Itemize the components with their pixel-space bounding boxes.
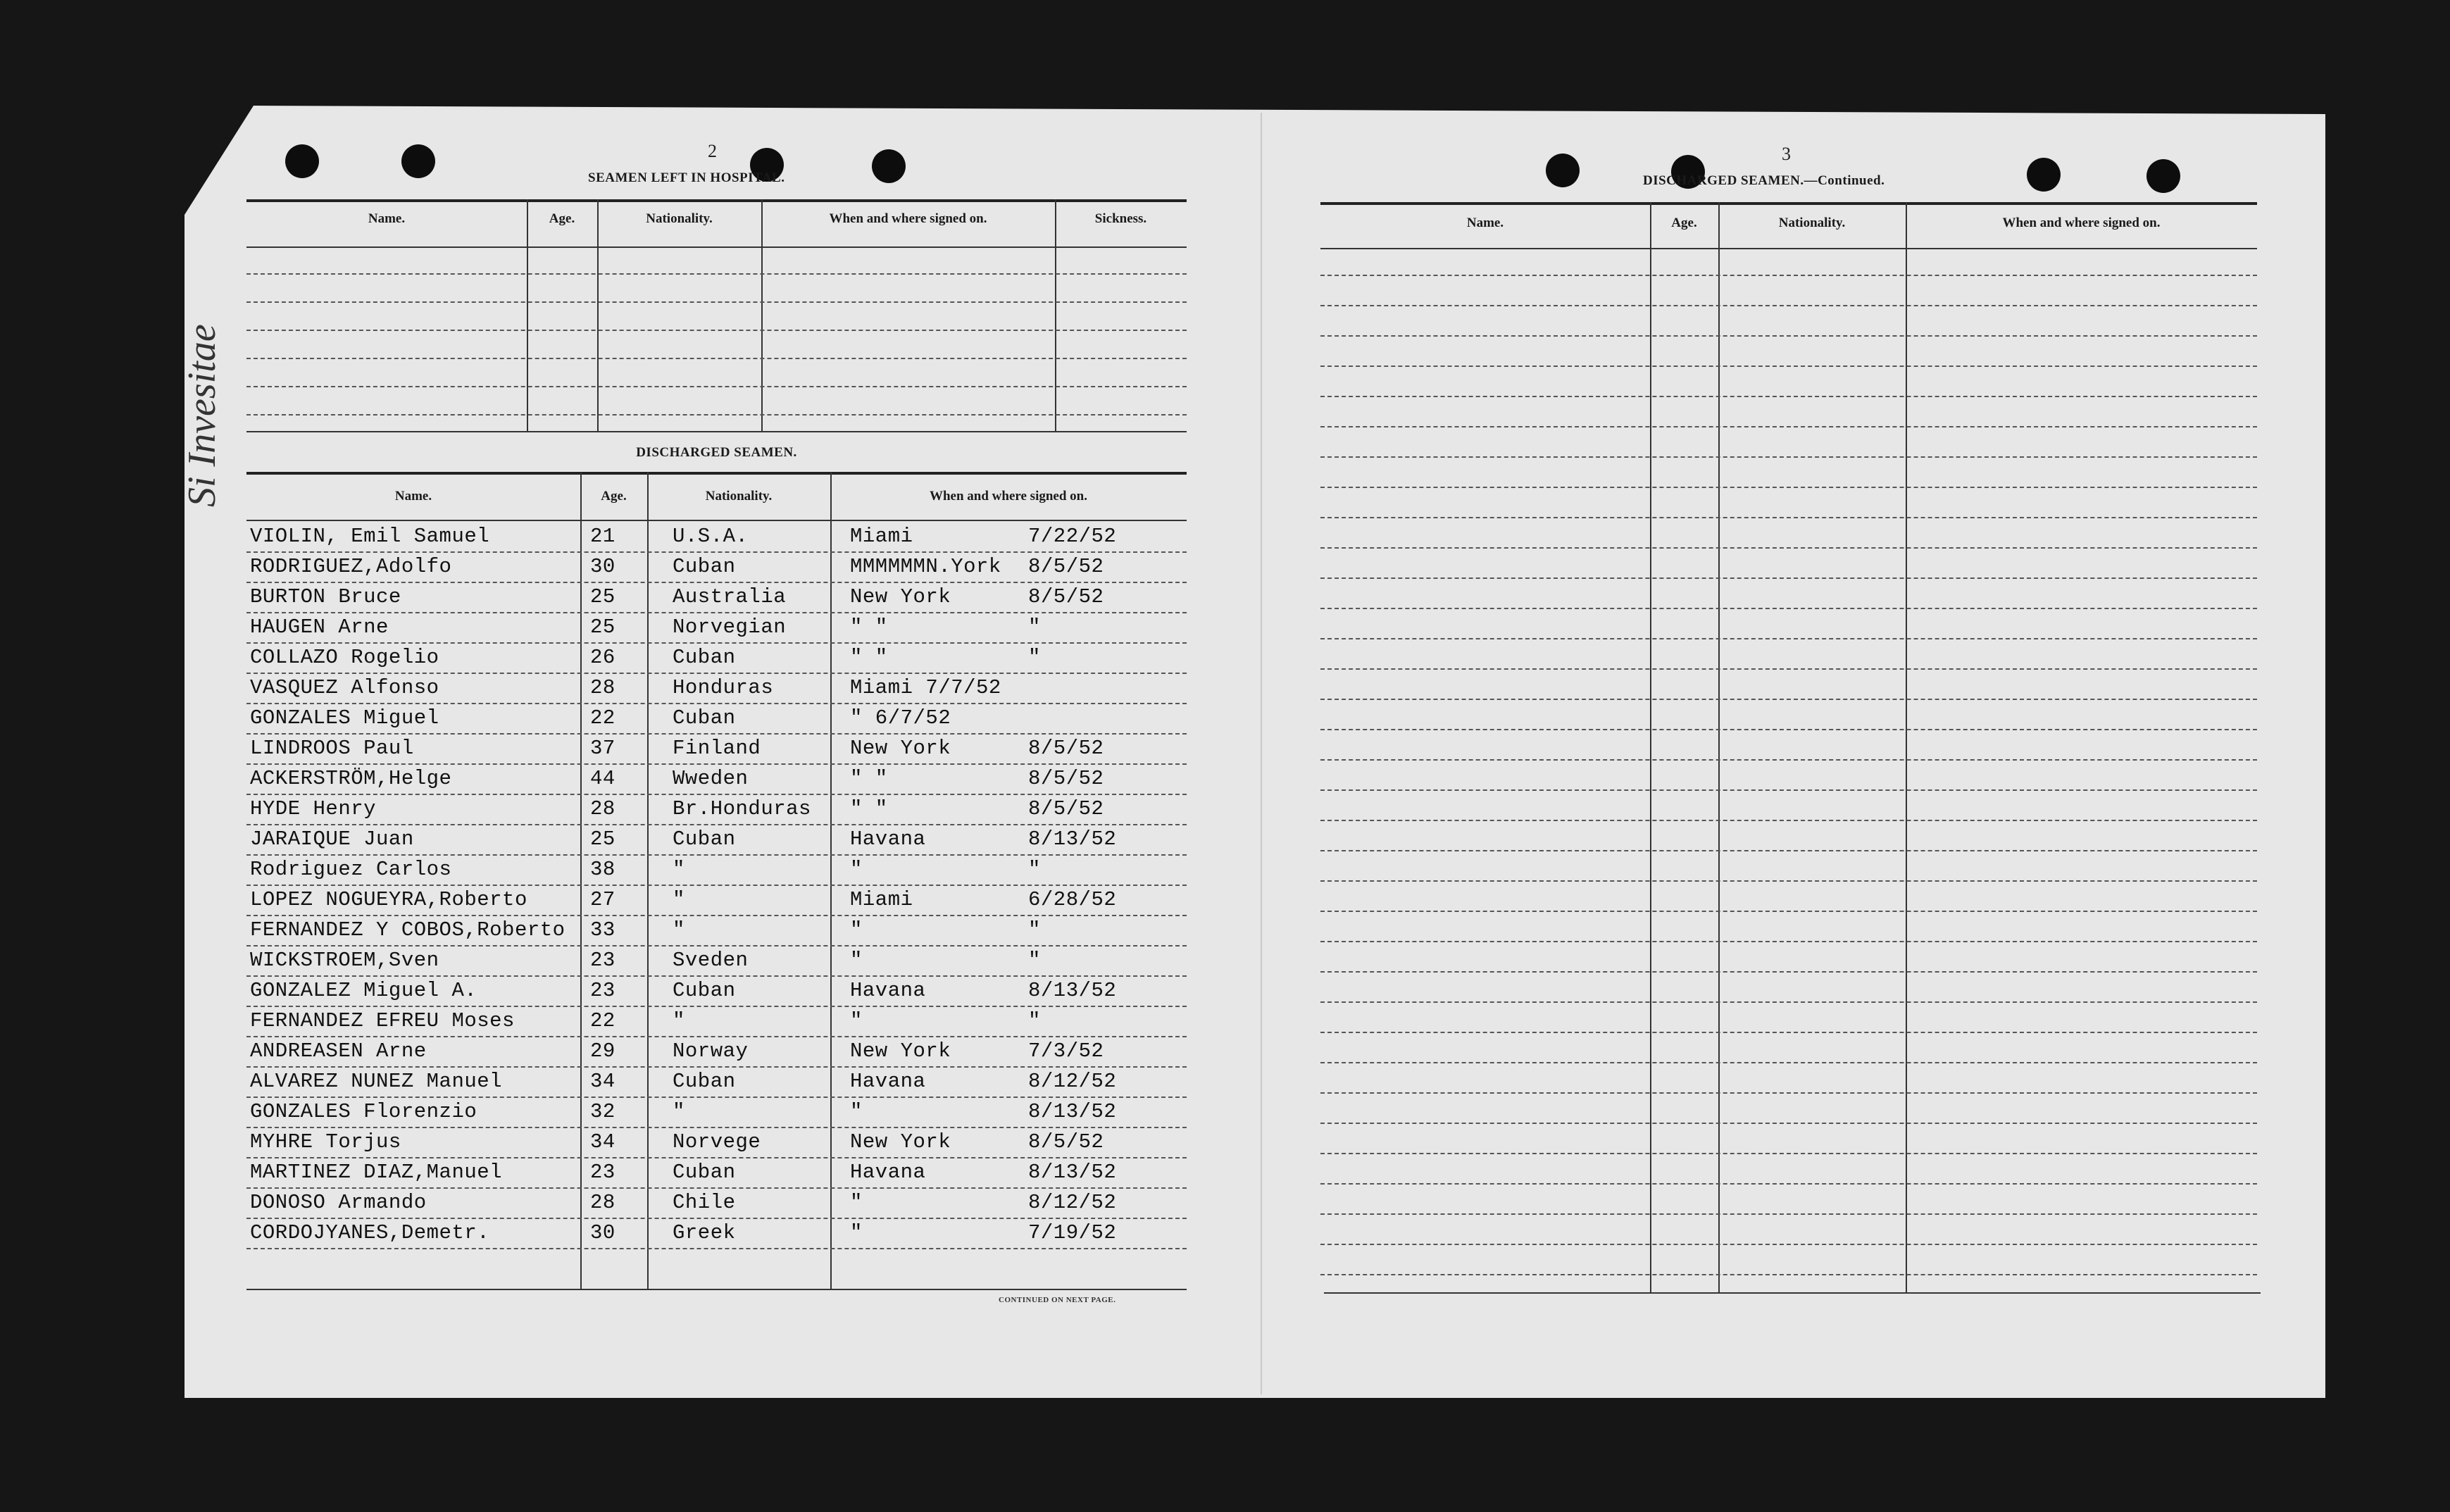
- signed-on-place: ": [850, 1191, 863, 1214]
- row-divider: [246, 1096, 1187, 1098]
- signed-on-place: New York: [850, 1130, 951, 1154]
- seaman-name: GONZALEZ Miguel A.: [250, 979, 477, 1002]
- row-divider: [1320, 275, 2257, 276]
- row-divider: [1320, 638, 2257, 639]
- hospital-col-age: Age.: [549, 211, 575, 226]
- row-divider: [1320, 911, 2257, 912]
- seaman-nationality: Br.Honduras: [673, 797, 811, 820]
- signed-on-date: 8/13/52: [1028, 827, 1117, 851]
- signed-on-date: ": [1028, 918, 1041, 942]
- row-divider: [1320, 820, 2257, 821]
- hospital-col-name: Name.: [368, 211, 406, 226]
- row-divider: [246, 854, 1187, 856]
- punch-hole: [401, 144, 435, 178]
- row-divider: [1320, 759, 2257, 761]
- signed-on-place: MMMMMMN.York: [850, 555, 1001, 578]
- seaman-age: 22: [590, 1009, 615, 1032]
- row-divider: [1320, 1153, 2257, 1154]
- signed-on-date: 7/3/52: [1028, 1039, 1104, 1063]
- seaman-nationality: Norvegian: [673, 616, 787, 639]
- right-col-signed-on: When and where signed on.: [2002, 215, 2161, 230]
- signed-on-date: 8/13/52: [1028, 1161, 1117, 1184]
- row-divider: [246, 673, 1187, 674]
- row-divider: [1320, 668, 2257, 670]
- row-divider: [1320, 396, 2257, 397]
- row-divider: [246, 733, 1187, 735]
- row-divider: [1320, 487, 2257, 488]
- signed-on-place: Miami: [850, 888, 913, 911]
- row-divider: [1320, 547, 2257, 549]
- seaman-name: LINDROOS Paul: [250, 737, 414, 760]
- row-divider: [246, 703, 1187, 704]
- seaman-age: 26: [590, 646, 615, 669]
- seaman-age: 25: [590, 616, 615, 639]
- margin-signature: Si Invesitae: [180, 324, 224, 507]
- seaman-name: VASQUEZ Alfonso: [250, 676, 439, 699]
- hospital-col-sickness: Sickness.: [1094, 211, 1147, 226]
- row-divider: [1320, 699, 2257, 700]
- signed-on-place: " ": [850, 646, 888, 669]
- discharged-section-title: DISCHARGED SEAMEN.: [636, 445, 797, 460]
- seaman-nationality: Chile: [673, 1191, 736, 1214]
- row-divider: [246, 824, 1187, 825]
- signed-on-place: Havana: [850, 1070, 926, 1093]
- signed-on-date: ": [1028, 858, 1041, 881]
- row-divider: [1320, 1123, 2257, 1124]
- signed-on-date: 8/5/52: [1028, 555, 1104, 578]
- row-divider: [246, 612, 1187, 613]
- seaman-name: ANDREASEN Arne: [250, 1039, 427, 1063]
- signed-on-place: " ": [850, 616, 888, 639]
- seaman-name: FERNANDEZ Y COBOS,Roberto: [250, 918, 565, 942]
- seaman-age: 28: [590, 1191, 615, 1214]
- page-number-right: 3: [1782, 144, 1791, 164]
- seaman-age: 23: [590, 979, 615, 1002]
- row-divider: [1320, 1032, 2257, 1033]
- seaman-name: VIOLIN, Emil Samuel: [250, 525, 490, 548]
- punch-hole: [1546, 154, 1580, 187]
- seaman-nationality: Cuban: [673, 827, 736, 851]
- row-divider: [1320, 517, 2257, 518]
- row-divider: [246, 582, 1187, 583]
- row-divider: [1320, 971, 2257, 973]
- discharged-col-signed-on: When and where signed on.: [929, 489, 1087, 504]
- signed-on-date: 8/13/52: [1028, 979, 1117, 1002]
- row-divider: [1320, 1001, 2257, 1003]
- seaman-name: HYDE Henry: [250, 797, 377, 820]
- right-section-title: DISCHARGED SEAMEN.—Continued.: [1643, 173, 1885, 188]
- signed-on-date: 8/5/52: [1028, 767, 1104, 790]
- row-divider: [1320, 789, 2257, 791]
- row-divider: [246, 1127, 1187, 1128]
- signed-on-date: 8/13/52: [1028, 1100, 1117, 1123]
- seaman-nationality: ": [673, 1100, 685, 1123]
- seaman-age: 29: [590, 1039, 615, 1063]
- row-divider: [246, 975, 1187, 977]
- seaman-name: ACKERSTRÖM,Helge: [250, 767, 452, 790]
- seaman-age: 30: [590, 1221, 615, 1244]
- signed-on-date: 6/28/52: [1028, 888, 1117, 911]
- row-divider: [1320, 850, 2257, 851]
- signed-on-date: 8/5/52: [1028, 737, 1104, 760]
- seaman-name: FERNANDEZ EFREU Moses: [250, 1009, 515, 1032]
- signed-on-date: ": [1028, 616, 1041, 639]
- row-divider: [1320, 335, 2257, 337]
- row-divider: [246, 1157, 1187, 1158]
- punch-hole: [285, 144, 319, 178]
- seaman-name: MARTINEZ DIAZ,Manuel: [250, 1161, 503, 1184]
- row-divider: [1320, 456, 2257, 458]
- seaman-nationality: Australia: [673, 585, 787, 608]
- seaman-nationality: Cuban: [673, 1070, 736, 1093]
- seaman-age: 28: [590, 676, 615, 699]
- punch-hole: [2027, 158, 2061, 192]
- signed-on-place: " ": [850, 767, 888, 790]
- row-divider: [1320, 1062, 2257, 1063]
- row-divider: [246, 1218, 1187, 1219]
- row-divider: [246, 915, 1187, 916]
- row-divider: [246, 1187, 1187, 1189]
- seaman-name: JARAIQUE Juan: [250, 827, 414, 851]
- seaman-age: 28: [590, 797, 615, 820]
- seaman-nationality: ": [673, 918, 685, 942]
- seaman-nationality: U.S.A.: [673, 525, 749, 548]
- row-divider: [1320, 1213, 2257, 1215]
- seaman-age: 23: [590, 949, 615, 972]
- signed-on-date: 8/12/52: [1028, 1070, 1117, 1093]
- row-divider: [1320, 305, 2257, 306]
- seaman-age: 44: [590, 767, 615, 790]
- right-col-nationality: Nationality.: [1778, 215, 1846, 230]
- row-divider: [1320, 365, 2257, 367]
- row-divider: [246, 794, 1187, 795]
- signed-on-place: ": [850, 1100, 863, 1123]
- signed-on-place: ": [850, 918, 863, 942]
- signed-on-place: ": [850, 1009, 863, 1032]
- row-divider: [246, 945, 1187, 946]
- row-divider: [1320, 1092, 2257, 1094]
- signed-on-date: 8/5/52: [1028, 1130, 1104, 1154]
- signed-on-place: " ": [850, 797, 888, 820]
- row-divider: [246, 1036, 1187, 1037]
- seaman-age: 34: [590, 1070, 615, 1093]
- row-divider: [246, 1066, 1187, 1068]
- seaman-nationality: ": [673, 858, 685, 881]
- signed-on-date: 7/19/52: [1028, 1221, 1117, 1244]
- signed-on-place: New York: [850, 585, 951, 608]
- hospital-col-nationality: Nationality.: [646, 211, 713, 226]
- seaman-name: CORDOJYANES,Demetr.: [250, 1221, 490, 1244]
- seaman-name: WICKSTROEM,Sven: [250, 949, 439, 972]
- seaman-nationality: Norvege: [673, 1130, 761, 1154]
- signed-on-place: New York: [850, 737, 951, 760]
- signed-on-date: 7/22/52: [1028, 525, 1117, 548]
- signed-on-date: ": [1028, 646, 1041, 669]
- seaman-nationality: ": [673, 888, 685, 911]
- signed-on-date: 8/12/52: [1028, 1191, 1117, 1214]
- seaman-name: DONOSO Armando: [250, 1191, 427, 1214]
- page-fold: [1261, 113, 1262, 1394]
- seaman-age: 33: [590, 918, 615, 942]
- punch-hole: [2146, 159, 2180, 193]
- seaman-nationality: Greek: [673, 1221, 736, 1244]
- discharged-col-nationality: Nationality.: [705, 489, 773, 504]
- seaman-age: 34: [590, 1130, 615, 1154]
- seaman-nationality: Norway: [673, 1039, 749, 1063]
- row-divider: [1320, 1274, 2257, 1275]
- seaman-age: 30: [590, 555, 615, 578]
- seaman-age: 25: [590, 827, 615, 851]
- seaman-nationality: ": [673, 1009, 685, 1032]
- signed-on-date: ": [1028, 949, 1041, 972]
- signed-on-date: 8/5/52: [1028, 797, 1104, 820]
- seaman-age: 22: [590, 706, 615, 730]
- seaman-nationality: Cuban: [673, 646, 736, 669]
- punch-hole: [872, 149, 906, 183]
- signed-on-place: Miami 7/7/52: [850, 676, 1001, 699]
- signed-on-date: ": [1028, 1009, 1041, 1032]
- seaman-nationality: Cuban: [673, 979, 736, 1002]
- signed-on-place: New York: [850, 1039, 951, 1063]
- seaman-name: COLLAZO Rogelio: [250, 646, 439, 669]
- signed-on-place: Havana: [850, 1161, 926, 1184]
- seaman-nationality: Cuban: [673, 555, 736, 578]
- seaman-name: Rodriguez Carlos: [250, 858, 452, 881]
- seaman-age: 21: [590, 525, 615, 548]
- row-divider: [1320, 1244, 2257, 1245]
- seaman-age: 38: [590, 858, 615, 881]
- right-col-name: Name.: [1466, 215, 1504, 230]
- signed-on-place: " 6/7/52: [850, 706, 951, 730]
- seaman-name: GONZALES Miguel: [250, 706, 439, 730]
- continued-note: CONTINUED ON NEXT PAGE.: [999, 1296, 1116, 1304]
- seaman-name: RODRIGUEZ,Adolfo: [250, 555, 452, 578]
- row-divider: [1320, 608, 2257, 609]
- row-divider: [246, 1006, 1187, 1007]
- hospital-col-signed-on: When and where signed on.: [829, 211, 987, 226]
- signed-on-date: 8/5/52: [1028, 585, 1104, 608]
- document-paper: [185, 106, 2325, 1398]
- seaman-age: 32: [590, 1100, 615, 1123]
- page-number-left: 2: [708, 141, 717, 161]
- seaman-name: MYHRE Torjus: [250, 1130, 401, 1154]
- seaman-nationality: Cuban: [673, 1161, 736, 1184]
- seaman-name: BURTON Bruce: [250, 585, 401, 608]
- row-divider: [246, 1248, 1187, 1249]
- row-divider: [246, 763, 1187, 765]
- signed-on-place: ": [850, 949, 863, 972]
- discharged-col-age: Age.: [601, 489, 627, 504]
- seaman-name: LOPEZ NOGUEYRA,Roberto: [250, 888, 527, 911]
- discharged-col-name: Name.: [394, 489, 432, 504]
- signed-on-place: Havana: [850, 979, 926, 1002]
- right-col-age: Age.: [1671, 215, 1697, 230]
- row-divider: [1320, 729, 2257, 730]
- seaman-age: 27: [590, 888, 615, 911]
- row-divider: [1320, 1183, 2257, 1185]
- seaman-age: 37: [590, 737, 615, 760]
- signed-on-place: ": [850, 858, 863, 881]
- seaman-name: GONZALES Florenzio: [250, 1100, 477, 1123]
- seaman-age: 25: [590, 585, 615, 608]
- signed-on-place: ": [850, 1221, 863, 1244]
- seaman-age: 23: [590, 1161, 615, 1184]
- seaman-nationality: Honduras: [673, 676, 774, 699]
- row-divider: [1320, 577, 2257, 579]
- hospital-section-title: SEAMEN LEFT IN HOSPITAL.: [588, 170, 785, 185]
- row-divider: [246, 885, 1187, 886]
- signed-on-place: Miami: [850, 525, 913, 548]
- seaman-nationality: Cuban: [673, 706, 736, 730]
- row-divider: [1320, 426, 2257, 427]
- seaman-nationality: Sveden: [673, 949, 749, 972]
- seaman-nationality: Wweden: [673, 767, 749, 790]
- seaman-name: HAUGEN Arne: [250, 616, 389, 639]
- seaman-name: ALVAREZ NUNEZ Manuel: [250, 1070, 503, 1093]
- row-divider: [246, 642, 1187, 644]
- row-divider: [246, 551, 1187, 553]
- seaman-nationality: Finland: [673, 737, 761, 760]
- row-divider: [1320, 941, 2257, 942]
- signed-on-place: Havana: [850, 827, 926, 851]
- row-divider: [1320, 880, 2257, 882]
